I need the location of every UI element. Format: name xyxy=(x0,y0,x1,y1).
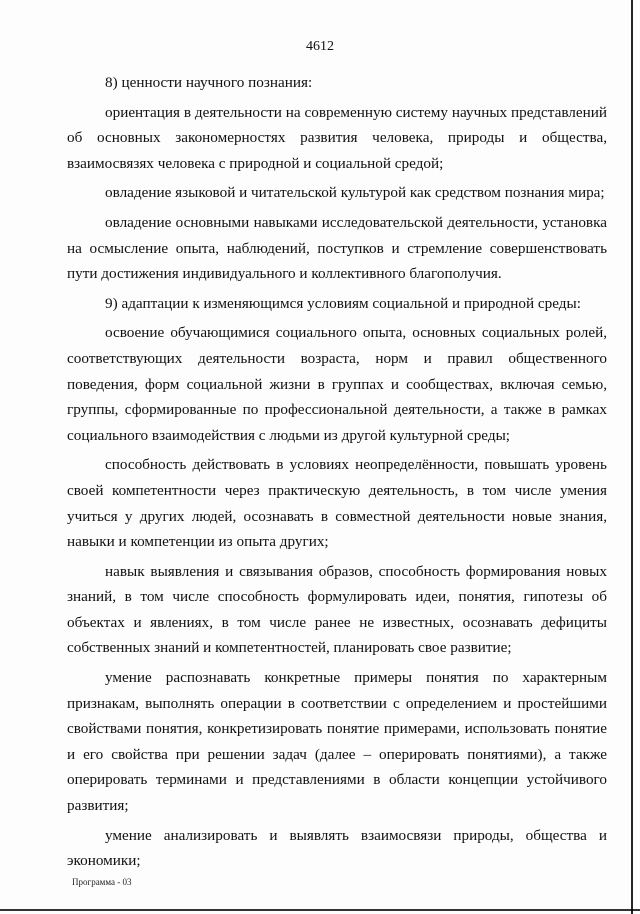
scan-edge-bottom xyxy=(0,909,640,911)
paragraph: овладение основными навыками исследовательской деятельности, установка на осмысление опыта, наблюдений, поступков и стремление совершенствовать пути достижения индивидуального и коллективного благополучия. xyxy=(67,213,607,283)
paragraph: умение распознавать конкретные примеры понятия по характерным признакам, выполнять операции в соответствии с определением и простейшими свойствами понятия, конкретизировать понятие примерами, использовать понятие и его свойства при решении задач (далее – оперировать понятиями), а также оперировать терминами и представлениями в области концепции устойчивого развития; xyxy=(67,669,607,815)
paragraph-values-heading: 8) ценности научного познания: xyxy=(105,74,313,91)
page-number: 4612 xyxy=(306,39,334,54)
footer-label: Программа - 03 xyxy=(72,877,132,887)
paragraph-adaptation-heading: 9) адаптации к изменяющимся условиям социальной и природной среды: xyxy=(105,294,581,312)
paragraph: способность действовать в условиях неопределённости, повышать уровень своей компетентности через практическую деятельность, в том числе умения учиться у других людей, осознавать в совместной деятельности новые знания, навыки и компетенции из опыта других; xyxy=(67,456,607,551)
paragraph: умение анализировать и выявлять взаимосвязи природы, общества и экономики; xyxy=(67,826,607,870)
paragraph: освоение обучающимися социального опыта, основных социальных ролей, соответствующих деятельности возраста, норм и правил общественного поведения, форм социальной жизни в группах и сообществах, включая семью, группы, сформированные по профессиональной деятельности, а также в рамках социального взаимодействия с людьми из другой культурной среды; xyxy=(67,324,607,444)
paragraph: ориентация в деятельности на современную систему научных представлений об основных закономерностях развития человека, природы и общества, взаимосвязях человека с природной и социальной средой; xyxy=(67,103,607,172)
document-body xyxy=(67,70,607,874)
paragraph: навык выявления и связывания образов, способность формирования новых знаний, в том числе способность формулировать идеи, понятия, гипотезы об объектах и явлениях, в том числе ранее не известных, осознавать дефициты собственных знаний и компетентностей, планировать свое развитие; xyxy=(67,562,607,657)
paragraph: овладение языковой и читательской культурой как средством познания мира; xyxy=(105,184,605,202)
scan-edge-right xyxy=(631,0,633,914)
